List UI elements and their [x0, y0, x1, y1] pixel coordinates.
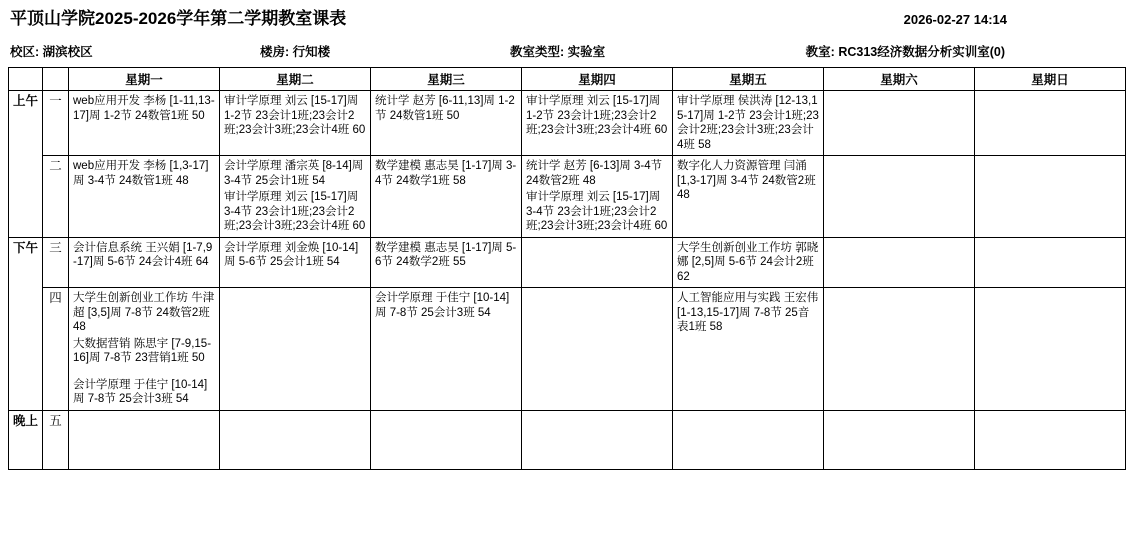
cell-fri-2[interactable]: [673, 156, 824, 238]
cell-wed-3[interactable]: [371, 237, 522, 288]
cell-sun-1[interactable]: [975, 91, 1126, 156]
course-entry: 人工智能应用与实践 王宏伟 [1-13,15-17]周 7-8节 25音表1班 58: [677, 292, 819, 333]
building-label: 楼房:: [260, 45, 290, 59]
course-entry: 数字化人力资源管理 闫涌 [1,3-17]周 3-4节 24数管2班 48: [677, 160, 816, 201]
course-entry: web应用开发 李杨 [1-11,13-17]周 1-2节 24数管1班 50: [73, 95, 215, 122]
cell-sun-2[interactable]: [975, 156, 1126, 238]
page-header: [8, 0, 1009, 36]
row-label-1: 一: [43, 91, 69, 156]
row-label-3: 三: [43, 237, 69, 288]
cell-fri-1[interactable]: [673, 91, 824, 156]
course-entry: 审计学原理 刘云 [15-17]周 3-4节 23会计1班;23会计2班;23会计3班;23会计4班 60: [526, 191, 668, 232]
course-entry: 会计信息系统 王兴娟 [1-7,9-17]周 5-6节 24会计4班 64: [73, 241, 213, 268]
room-type-label: 教室类型:: [510, 45, 565, 59]
cell-sat-3[interactable]: [824, 237, 975, 288]
row-label-5: 五: [43, 410, 69, 469]
cell-thu-1[interactable]: [522, 91, 673, 156]
schedule-table: [8, 67, 1126, 470]
building-value: 行知楼: [292, 45, 331, 59]
course-entry: 大学生创新创业工作坊 牛津超 [3,5]周 7-8节 24数管2班 48: [73, 292, 215, 333]
course-entry: 审计学原理 刘云 [15-17]周 1-2节 23会计1班;23会计2班;23会计3班;23会计4班 60: [224, 95, 366, 136]
cell-tue-3[interactable]: [220, 237, 371, 288]
cell-thu-4[interactable]: [522, 288, 673, 411]
period-label-evening: 晚上: [9, 410, 43, 469]
campus-value: 湖滨校区: [42, 45, 93, 59]
course-entry: web应用开发 李杨 [1,3-17]周 3-4节 24数管1班 48: [73, 160, 209, 187]
cell-tue-1[interactable]: [220, 91, 371, 156]
course-entry: 统计学 赵芳 [6-13]周 3-4节 24数管2班 48: [526, 160, 663, 187]
course-entry: 会计学原理 潘宗英 [8-14]周 3-4节 25会计1班 54: [224, 160, 364, 187]
cell-thu-5[interactable]: [522, 410, 673, 469]
header-thursday: 星期四: [522, 68, 673, 91]
cell-mon-3[interactable]: [69, 237, 220, 288]
course-entry: 审计学原理 刘云 [15-17]周 1-2节 23会计1班;23会计2班;23会计3班;23会计4班 60: [526, 95, 668, 136]
table-header-row: [9, 68, 1126, 91]
room-type-value: 实验室: [567, 45, 606, 59]
cell-thu-2[interactable]: [522, 156, 673, 238]
cell-mon-4[interactable]: [69, 288, 220, 411]
cell-sat-5[interactable]: [824, 410, 975, 469]
header-wednesday: 星期三: [371, 68, 522, 91]
cell-mon-1[interactable]: [69, 91, 220, 156]
cell-sat-2[interactable]: [824, 156, 975, 238]
period-label-afternoon: 下午: [9, 237, 43, 410]
campus-label: 校区:: [10, 45, 40, 59]
course-entry: 会计学原理 于佳宁 [10-14]周 7-8节 25会计3班 54: [73, 378, 208, 405]
cell-mon-5[interactable]: [69, 410, 220, 469]
cell-wed-5[interactable]: [371, 410, 522, 469]
campus-field: [10, 42, 260, 60]
building-field: [260, 42, 510, 60]
room-type-field: [510, 42, 765, 60]
course-entry: 审计学原理 侯洪涛 [12-13,15-17]周 1-2节 23会计1班;23会计2班;23会计3班;23会计4班 58: [677, 95, 819, 151]
meta-bar: [8, 36, 1009, 67]
table-row: [9, 288, 1126, 411]
course-entry: 会计学原理 刘金焕 [10-14]周 5-6节 25会计1班 54: [224, 241, 359, 268]
course-entry: 会计学原理 于佳宁 [10-14]周 7-8节 25会计3班 54: [375, 292, 510, 319]
room-label: 教室:: [805, 45, 835, 59]
course-entry: 审计学原理 刘云 [15-17]周 3-4节 23会计1班;23会计2班;23会计3班;23会计4班 60: [224, 191, 366, 232]
room-field: [765, 42, 1007, 60]
cell-thu-3[interactable]: [522, 237, 673, 288]
course-entry: 大数据营销 陈思宇 [7-9,15-16]周 7-8节 23营销1班 50: [73, 337, 212, 364]
table-row: [9, 156, 1126, 238]
row-label-2: 二: [43, 156, 69, 238]
period-label-morning: 上午: [9, 91, 43, 238]
course-entry: 大学生创新创业工作坊 郭晓娜 [2,5]周 5-6节 24会计2班 62: [677, 241, 819, 283]
header-period-blank: [9, 68, 43, 91]
header-saturday: 星期六: [824, 68, 975, 91]
table-row: [9, 237, 1126, 288]
header-datetime: 2026-02-27 14:14: [903, 12, 1007, 27]
cell-wed-1[interactable]: [371, 91, 522, 156]
cell-sun-4[interactable]: [975, 288, 1126, 411]
cell-tue-5[interactable]: [220, 410, 371, 469]
page-title: 平顶山学院2025-2026学年第二学期教室课表: [10, 9, 347, 28]
course-entry: 数学建模 惠志昊 [1-17]周 3-4节 24数学1班 58: [375, 160, 517, 187]
header-monday: 星期一: [69, 68, 220, 91]
cell-sun-5[interactable]: [975, 410, 1126, 469]
course-entry: 统计学 赵芳 [6-11,13]周 1-2节 24数管1班 50: [375, 95, 515, 122]
cell-wed-4[interactable]: [371, 288, 522, 411]
table-row: [9, 91, 1126, 156]
spacer: [73, 368, 216, 378]
row-label-4: 四: [43, 288, 69, 411]
header-friday: 星期五: [673, 68, 824, 91]
cell-sat-4[interactable]: [824, 288, 975, 411]
cell-sun-3[interactable]: [975, 237, 1126, 288]
cell-tue-4[interactable]: [220, 288, 371, 411]
course-entry: 数学建模 惠志昊 [1-17]周 5-6节 24数学2班 55: [375, 241, 517, 268]
header-row-blank: [43, 68, 69, 91]
header-tuesday: 星期二: [220, 68, 371, 91]
cell-fri-3[interactable]: [673, 237, 824, 288]
cell-wed-2[interactable]: [371, 156, 522, 238]
cell-sat-1[interactable]: [824, 91, 975, 156]
cell-mon-2[interactable]: [69, 156, 220, 238]
room-value: RC313经济数据分析实训室(0): [838, 45, 1005, 59]
cell-fri-5[interactable]: [673, 410, 824, 469]
table-row: [9, 410, 1126, 469]
cell-tue-2[interactable]: [220, 156, 371, 238]
header-sunday: 星期日: [975, 68, 1126, 91]
cell-fri-4[interactable]: [673, 288, 824, 411]
